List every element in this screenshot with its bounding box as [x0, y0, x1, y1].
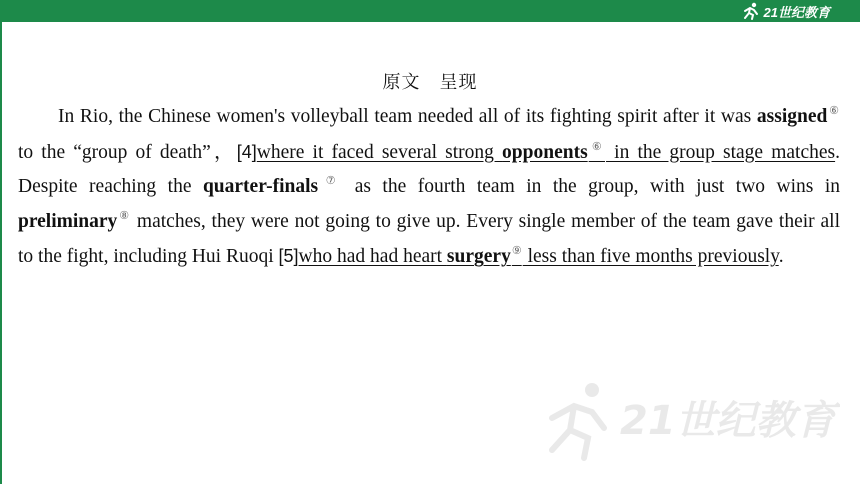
runner-logo-icon — [741, 2, 761, 20]
text-run: In Rio, the Chinese women's volleyball team needed all of its fighting spirit after it was — [58, 106, 757, 127]
vocab-assigned: assigned — [756, 106, 828, 127]
text-run: to the “group of death”， — [18, 141, 237, 163]
clause-marker-4: [4] — [236, 141, 257, 162]
text-run: who had had heart — [298, 246, 447, 268]
vocab-opponents: opponents — [502, 141, 588, 163]
watermark-logo — [540, 378, 840, 462]
section-title: 原文 呈现 — [382, 72, 478, 93]
text-run: where it faced several strong — [256, 141, 503, 163]
underlined-clause-4 — [257, 142, 835, 163]
underlined-clause-5 — [299, 246, 779, 267]
watermark-text: 21世纪教育 — [620, 398, 836, 444]
note-number: ⑧ — [118, 209, 131, 222]
runner-logo-icon — [552, 383, 604, 458]
note-number: ⑦ — [319, 175, 343, 188]
logo-text: 21世纪教育 — [763, 4, 830, 20]
note-number: ⑥ — [828, 105, 839, 117]
vocab-surgery: surgery — [446, 246, 511, 268]
vocab-preliminary: preliminary — [18, 210, 118, 232]
text-run: . — [778, 246, 784, 268]
text-run: in the group stage matches — [606, 141, 836, 163]
passage-paragraph — [18, 100, 840, 275]
text-run: matches, they were not going to give up. Every single member of the team gave their all to the fight, including Hui Ruoqi — [18, 210, 840, 268]
brand-logo — [741, 1, 830, 21]
text-run: less than five months previously — [522, 246, 779, 268]
clause-marker-5: [5] — [278, 246, 299, 267]
text-run: as the fourth team in the group, with just two wins in — [343, 176, 841, 198]
vocab-quarter-finals: quarter-finals — [202, 176, 319, 198]
top-bar — [0, 0, 860, 22]
note-number: ⑨ — [511, 245, 522, 258]
note-number: ⑥ — [588, 140, 606, 153]
text-run: . Despite reaching the — [18, 141, 840, 198]
